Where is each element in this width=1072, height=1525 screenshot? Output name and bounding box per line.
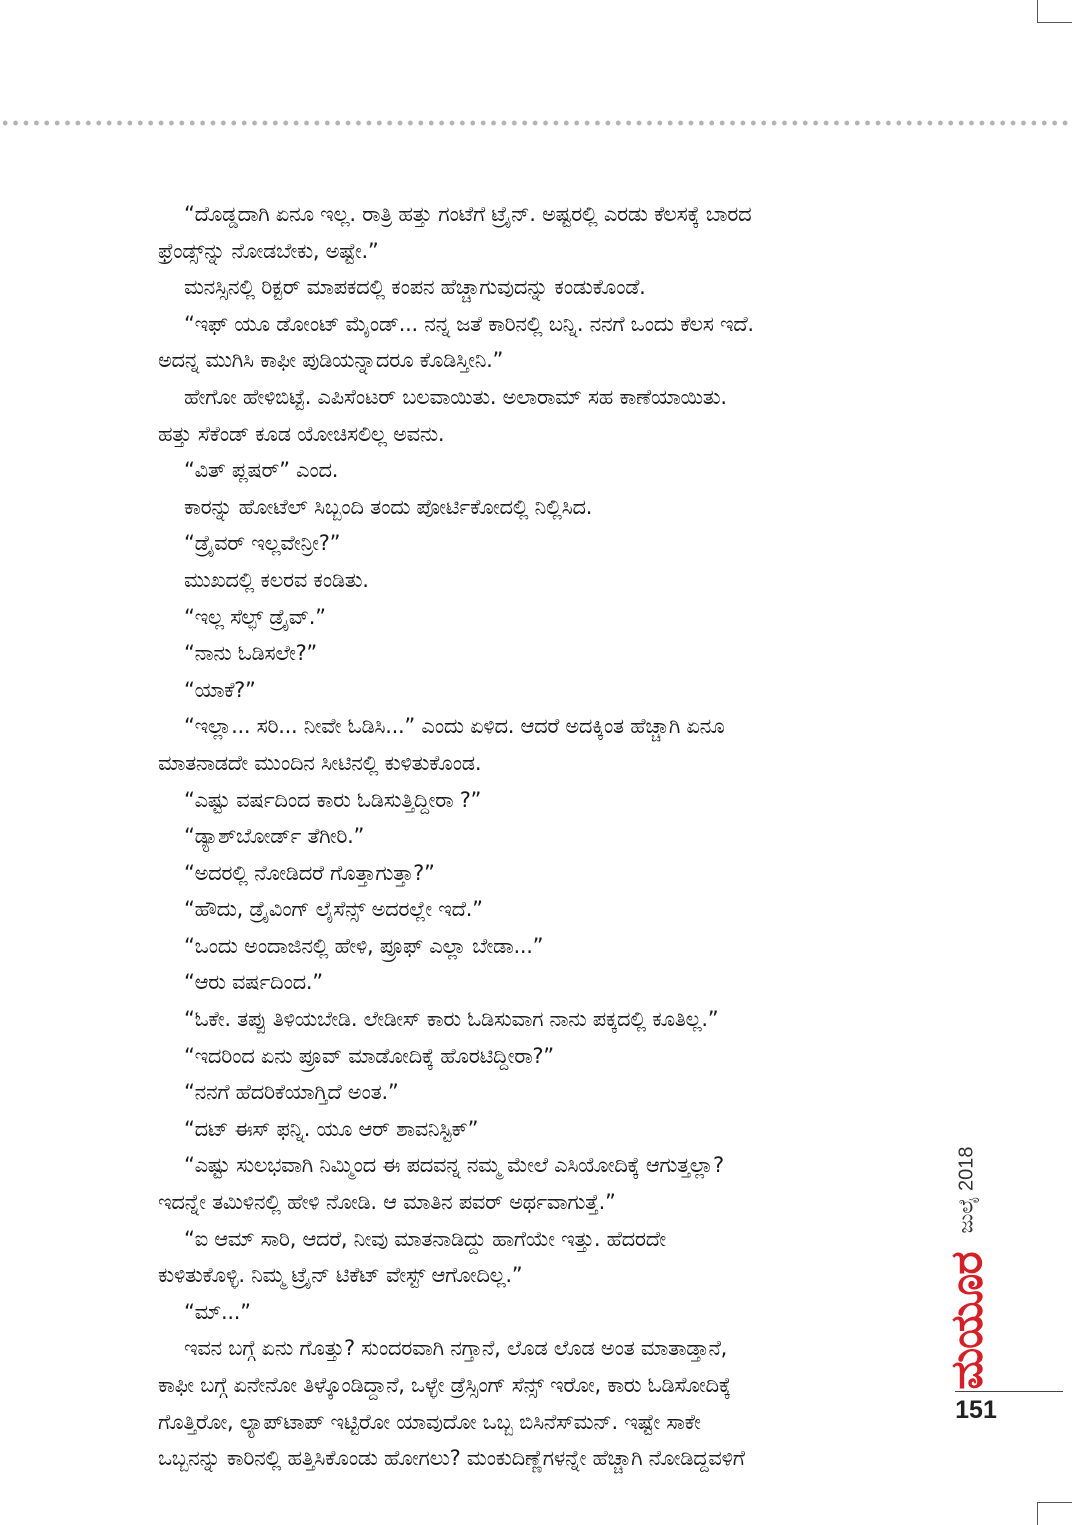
- text-line: “ಎಷ್ಟು ಸುಲಭವಾಗಿ ನಿಮ್ಮಿಂದ ಈ ಪದವನ್ನ ನಮ್ಮ ಮೇಲೆ ಎಸಿಯೋದಿಕ್ಕೆ ಆಗುತ್ತಲ್ಲಾ?: [184, 1153, 724, 1178]
- article-body: [158, 196, 898, 1477]
- text-line: “ಇಲ್ಲಾ... ಸರಿ... ನೀವೇ ಓಡಿಸಿ...” ಎಂದು ಏಳಿದ. ಆದರೆ ಅದಕ್ಕಿಂತ ಹೆಚ್ಚಾಗಿ ಏನೂ: [184, 714, 725, 739]
- text-line: “ವಿತ್ ಪ್ಲಷರ್” ಎಂದ.: [184, 458, 339, 483]
- crop-mark-top-right-vertical: [1037, 0, 1038, 22]
- text-line: “ಐ ಆಮ್ ಸಾರಿ, ಆದರೆ, ನೀವು ಮಾತನಾಡಿದ್ದು ಹಾಗೆಯೇ ಇತ್ತು. ಹೆದರದೇ: [184, 1226, 666, 1251]
- text-line: “ಇಫ್ ಯೂ ಡೋಂಟ್ ಮೈಂಡ್... ನನ್ನ ಜತೆ ಕಾರಿನಲ್ಲಿ ಬನ್ನಿ. ನನಗೆ ಒಂದು ಕೆಲಸ ಇದೆ.: [184, 311, 754, 336]
- text-line: “ಆರು ವರ್ಷದಿಂದ.”: [184, 970, 323, 995]
- text-line: ಅದನ್ನ ಮುಗಿಸಿ ಕಾಫೀ ಪುಡಿಯನ್ನಾದರೂ ಕೊಡಿಸ್ತೀನಿ.”: [158, 348, 504, 373]
- text-line: ಮುಖದಲ್ಲಿ ಕಲರವ ಕಂಡಿತು.: [184, 567, 369, 592]
- page-number-rule: [955, 1391, 1063, 1392]
- text-line: “ಡ್ರೈವರ್ ಇಲ್ಲವೇನ್ರೀ?”: [184, 531, 341, 556]
- text-line: “ಹೌದು, ಡ್ರೈವಿಂಗ್ ಲೈಸೆನ್ಸ್ ಅದರಲ್ಲೇ ಇದೆ.”: [184, 897, 483, 922]
- text-line: “ನನಗೆ ಹೆದರಿಕೆಯಾಗ್ತಿದೆ ಅಂತ.”: [184, 1080, 399, 1105]
- text-line: “ಇದರಿಂದ ಏನು ಪ್ರೂವ್ ಮಾಡೋದಿಕ್ಕೆ ಹೊರಟಿದ್ದೀರಾ?”: [184, 1043, 554, 1068]
- text-line: ಗೊತ್ತಿರೋ, ಲ್ಯಾಪ್‌ಟಾಪ್ ಇಟ್ಟಿರೋ ಯಾವುದೋ ಒಬ್ಬ ಬಿಸಿನೆಸ್‌ಮನ್. ಇಷ್ಟೇ ಸಾಕೇ: [158, 1409, 701, 1434]
- text-line: ಕುಳಿತುಕೊಳ್ಳಿ. ನಿಮ್ಮ ಟ್ರೈನ್ ಟಿಕೆಟ್ ವೇಸ್ಟ್ ಆಗೋದಿಲ್ಲ.”: [158, 1263, 523, 1288]
- text-line: ಒಬ್ಬನನ್ನು ಕಾರಿನಲ್ಲಿ ಹತ್ತಿಸಿಕೊಂಡು ಹೋಗಲು? ಮಂಕುದಿಣ್ಣೆಗಳನ್ನೇ ಹೆಚ್ಚಾಗಿ ನೋಡಿದ್ದವಳಿಗೆ: [158, 1446, 745, 1471]
- text-line: “ಎಷ್ಟು ವರ್ಷದಿಂದ ಕಾರು ಓಡಿಸುತ್ತಿದ್ದೀರಾ ?”: [184, 787, 482, 812]
- text-line: “ಓಕೇ. ತಪ್ಪು ತಿಳಿಯಬೇಡಿ. ಲೇಡೀಸ್ ಕಾರು ಓಡಿಸುವಾಗ ನಾನು ಪಕ್ಕದಲ್ಲಿ ಕೂತಿಲ್ಲ.”: [184, 1007, 719, 1032]
- text-line: “ಇಲ್ಲ ಸೆಲ್ಫ್ ಡ್ರೈವ್.”: [184, 604, 326, 629]
- text-line: “ಅದರಲ್ಲಿ ನೋಡಿದರೆ ಗೊತ್ತಾಗುತ್ತಾ?”: [184, 860, 435, 885]
- text-line: ಫ್ರೆಂಡ್ಸ್‌ನ್ನು ನೋಡಬೇಕು, ಅಷ್ಟೇ.”: [158, 238, 379, 263]
- page-number: 151: [955, 1396, 997, 1424]
- dotted-header-rule: [0, 120, 1072, 126]
- text-line: ಕಾಫೀ ಬಗ್ಗೆ ಏನೇನೋ ತಿಳ್ಕೊಂಡಿದ್ದಾನೆ, ಒಳ್ಳೇ ಡ್ರೆಸ್ಸಿಂಗ್ ಸೆನ್ಸ್ ಇರೋ, ಕಾರು ಓಡಿಸೋದಿಕ್ಕೆ: [158, 1373, 731, 1397]
- text-line: ಇದನ್ನೇ ತಮಿಳಿನಲ್ಲಿ ಹೇಳಿ ನೋಡಿ. ಆ ಮಾತಿನ ಪವರ್ ಅರ್ಥವಾಗುತ್ತೆ.”: [158, 1190, 616, 1215]
- text-line: ಹತ್ತು ಸೆಕೆಂಡ್ ಕೂಡ ಯೋಚಿಸಲಿಲ್ಲ ಅವನು.: [158, 421, 445, 446]
- magazine-logo: [938, 1252, 996, 1390]
- magazine-logo-text: ಮಯೂರ: [941, 1252, 993, 1390]
- text-line: “ನಾನು ಓಡಿಸಲೇ?”: [184, 641, 318, 666]
- text-line: “ದೊಡ್ಡದಾಗಿ ಏನೂ ಇಲ್ಲ. ರಾತ್ರಿ ಹತ್ತು ಗಂಟೆಗೆ ಟ್ರೈನ್. ಅಷ್ಟರಲ್ಲಿ ಎರಡು ಕೆಲಸಕ್ಕೆ ಬಾರದ: [184, 202, 752, 226]
- text-line: ಮನಸ್ಸಿನಲ್ಲಿ ರಿಕ್ಟರ್ ಮಾಪಕದಲ್ಲಿ ಕಂಪನ ಹೆಚ್ಚಾಗುವುದನ್ನು ಕಂಡುಕೊಂಡೆ.: [184, 275, 646, 300]
- text-line: ಮಾತನಾಡದೇ ಮುಂದಿನ ಸೀಟಿನಲ್ಲಿ ಕುಳಿತುಕೊಂಡ.: [158, 750, 482, 775]
- text-line: ಇವನ ಬಗ್ಗೆ ಏನು ಗೊತ್ತು? ಸುಂದರವಾಗಿ ನಗ್ತಾನೆ, ಲೊಡ ಲೊಡ ಅಂತ ಮಾತಾಡ್ತಾನೆ,: [184, 1336, 728, 1361]
- text-line: “ಡ್ಯಾಶ್‌ಬೋರ್ಡ್ ತೆಗೀರಿ.”: [184, 824, 365, 849]
- issue-date-text: ಜುಲೈ 2018: [955, 1146, 978, 1234]
- text-line: ಹೇಗೋ ಹೇಳಿಬಿಟ್ಟೆ. ಎಪಿಸೆಂಟರ್ ಬಲವಾಯಿತು. ಅಲಾರಾಮ್ ಸಹ ಕಾಣೆಯಾಯಿತು.: [184, 384, 727, 409]
- text-line: “ಮ್...”: [184, 1299, 251, 1324]
- text-line: ಕಾರನ್ನು ಹೋಟೆಲ್ ಸಿಬ್ಬಂದಿ ತಂದು ಪೋರ್ಟಿಕೋದಲ್ಲಿ ನಿಲ್ಲಿಸಿದ.: [184, 494, 593, 519]
- crop-mark-bottom-right-horizontal: [1037, 1502, 1072, 1503]
- text-line: “ಒಂದು ಅಂದಾಜಿನಲ್ಲಿ ಹೇಳಿ, ಪ್ರೂಫ್ ಎಲ್ಲಾ ಬೇಡಾ...”: [184, 933, 544, 958]
- issue-date-vertical: [940, 1130, 994, 1250]
- crop-mark-bottom-right-vertical: [1037, 1502, 1038, 1525]
- text-line: “ದಟ್ ಈಸ್ ಫನ್ನಿ. ಯೂ ಆರ್ ಶಾವನಿಸ್ಟಿಕ್”: [184, 1116, 479, 1141]
- crop-mark-top-right-horizontal: [1037, 22, 1072, 23]
- text-line: “ಯಾಕೆ?”: [184, 677, 256, 702]
